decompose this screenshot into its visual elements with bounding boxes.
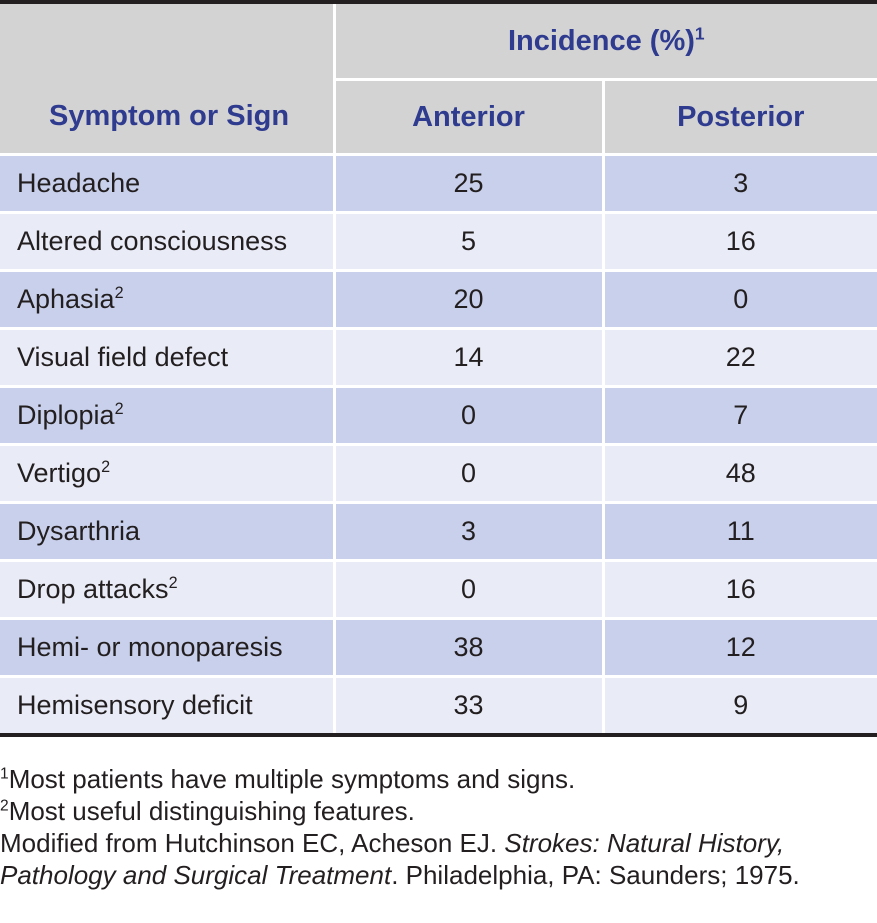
table-row xyxy=(0,387,877,445)
symptom-cell xyxy=(0,619,334,677)
posterior-value-cell: 12 xyxy=(603,619,877,677)
source-title-part-2: Pathology and Surgical Treatment xyxy=(0,860,392,890)
symptom-cell xyxy=(0,155,334,213)
source-suffix: . Philadelphia, PA: Saunders; 1975. xyxy=(391,860,800,890)
table-row xyxy=(0,561,877,619)
symptom-label: Vertigo xyxy=(17,458,102,488)
posterior-value-cell: 3 xyxy=(603,155,877,213)
symptom-label: Diplopia xyxy=(17,400,115,430)
anterior-value-cell: 0 xyxy=(334,387,603,445)
footnote-1-marker: 1 xyxy=(0,765,9,783)
anterior-value-cell: 20 xyxy=(334,271,603,329)
symptom-column-header: Symptom or Sign xyxy=(0,4,334,155)
source-prefix: Modified from Hutchinson EC, Acheson EJ. xyxy=(0,828,505,858)
footnote-marker: 1 xyxy=(694,22,705,43)
footnote-marker: 2 xyxy=(101,458,111,476)
symptom-cell xyxy=(0,445,334,503)
symptom-label: Headache xyxy=(17,168,141,198)
symptom-cell xyxy=(0,561,334,619)
posterior-value-cell: 0 xyxy=(603,271,877,329)
table-row xyxy=(0,503,877,561)
table-footnotes xyxy=(0,763,877,891)
symptom-label: Drop attacks xyxy=(17,574,169,604)
symptom-label: Altered consciousness xyxy=(17,226,288,256)
symptom-label: Aphasia xyxy=(17,284,115,314)
anterior-column-header: Anterior xyxy=(334,80,603,155)
table-body xyxy=(0,155,877,734)
symptom-cell xyxy=(0,503,334,561)
posterior-value-cell: 16 xyxy=(603,213,877,271)
symptom-cell xyxy=(0,329,334,387)
footnote-marker: 2 xyxy=(114,400,124,418)
source-title-part-1: Strokes: Natural History, xyxy=(504,828,785,858)
table-row xyxy=(0,329,877,387)
anterior-value-cell: 38 xyxy=(334,619,603,677)
footnote-2 xyxy=(0,795,877,827)
incidence-table xyxy=(0,4,877,733)
symptom-cell xyxy=(0,271,334,329)
table-row xyxy=(0,155,877,213)
symptom-label: Visual field defect xyxy=(17,342,229,372)
symptom-cell xyxy=(0,677,334,734)
symptom-label: Dysarthria xyxy=(17,516,141,546)
footnote-2-marker: 2 xyxy=(0,797,9,815)
table-row xyxy=(0,619,877,677)
symptom-cell xyxy=(0,387,334,445)
table-row xyxy=(0,677,877,734)
posterior-value-cell: 7 xyxy=(603,387,877,445)
incidence-group-header: Incidence (%)$^1$ xyxy=(334,4,877,80)
posterior-column-header: Posterior xyxy=(603,80,877,155)
anterior-value-cell: 14 xyxy=(334,329,603,387)
anterior-value-cell: 33 xyxy=(334,677,603,734)
footnote-marker: 2 xyxy=(114,284,124,302)
posterior-value-cell: 48 xyxy=(603,445,877,503)
anterior-value-cell: 0 xyxy=(334,445,603,503)
table-header xyxy=(0,4,877,155)
posterior-value-cell: 22 xyxy=(603,329,877,387)
posterior-value-cell: 9 xyxy=(603,677,877,734)
anterior-value-cell: 3 xyxy=(334,503,603,561)
anterior-value-cell: 5 xyxy=(334,213,603,271)
table-bottom-rule xyxy=(0,733,877,737)
symptom-cell xyxy=(0,213,334,271)
anterior-value-cell: 0 xyxy=(334,561,603,619)
symptom-label: Hemisensory deficit xyxy=(17,690,253,720)
footnote-1 xyxy=(0,763,877,795)
table-row xyxy=(0,271,877,329)
table-row xyxy=(0,445,877,503)
source-citation-line-2 xyxy=(0,859,877,891)
source-citation-line-1 xyxy=(0,827,877,859)
footnote-2-text: Most useful distinguishing features. xyxy=(8,796,415,826)
footnote-marker: 2 xyxy=(168,574,178,592)
posterior-value-cell: 16 xyxy=(603,561,877,619)
anterior-value-cell: 25 xyxy=(334,155,603,213)
posterior-value-cell: 11 xyxy=(603,503,877,561)
symptom-label: Hemi- or monoparesis xyxy=(17,632,283,662)
footnote-1-text: Most patients have multiple symptoms and signs. xyxy=(8,764,576,794)
table-row xyxy=(0,213,877,271)
